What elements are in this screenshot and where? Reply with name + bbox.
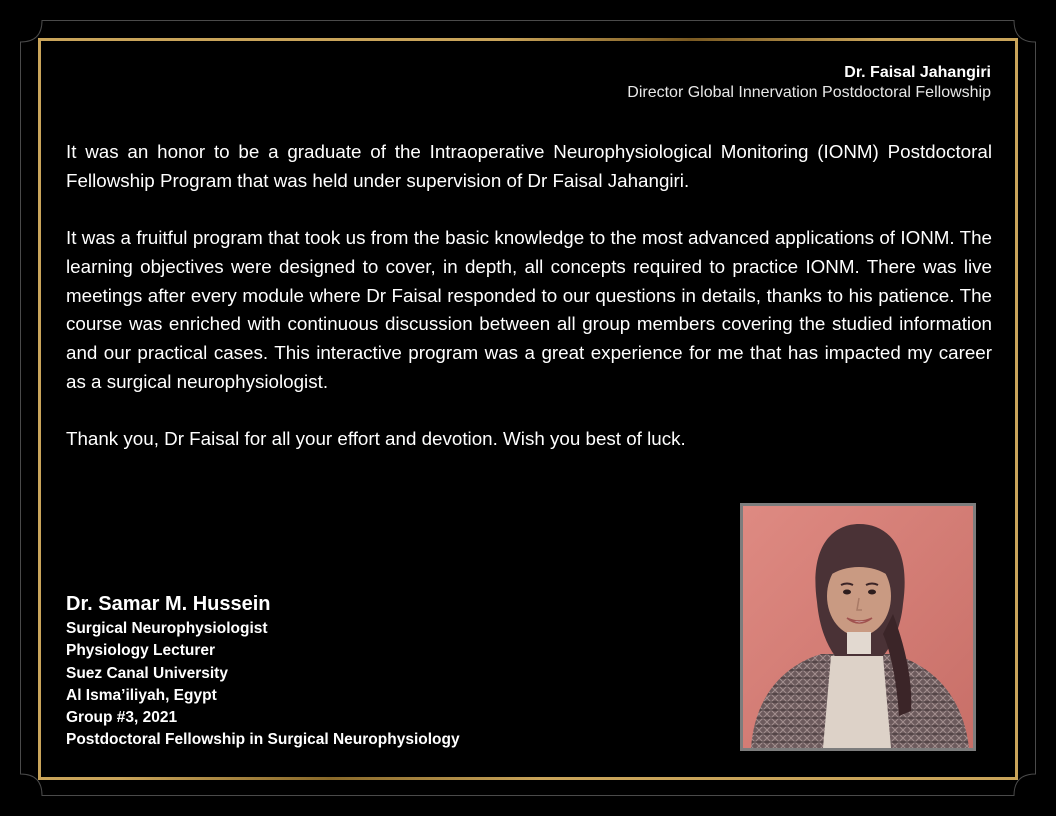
director-title: Director Global Innervation Postdoctoral Fellowship <box>627 84 991 101</box>
frame-shine <box>500 38 880 41</box>
author-group: Group #3, 2021 <box>66 709 178 727</box>
author-portrait-photo <box>740 503 976 751</box>
author-name: Dr. Samar M. Hussein <box>66 593 271 615</box>
author-credentials <box>66 590 460 752</box>
testimonial-paragraph: Thank you, Dr Faisal for all your effort and devotion. Wish you best of luck. <box>66 428 686 449</box>
author-institution: Suez Canal University <box>66 664 228 682</box>
frame-shine <box>120 777 540 780</box>
author-program: Postdoctoral Fellowship in Surgical Neurophysiology <box>66 731 460 749</box>
author-role: Surgical Neurophysiologist <box>66 620 268 637</box>
testimonial-body <box>66 138 992 482</box>
portrait-illustration <box>743 506 973 748</box>
director-name: Dr. Faisal Jahangiri <box>844 64 991 81</box>
testimonial-paragraph: It was a fruitful program that took us from the basic knowledge to the most advanced applications of IONM. The learning objectives were designed to cover, in depth, all concepts required to practice IONM. There was live meetings after every module where Dr Faisal responded to our questions in details, thanks to his patience. The course was enriched with continuous discussion between all group members covering the studied information and our practical cases. This interactive program was a great experience for me that has impacted my career as a surgical neurophysiologist. <box>66 227 992 392</box>
director-block <box>627 63 991 103</box>
author-location: Al Isma’iliyah, Egypt <box>66 686 217 704</box>
author-position: Physiology Lecturer <box>66 642 216 660</box>
testimonial-paragraph: It was an honor to be a graduate of the Intraoperative Neurophysiological Monitoring (IONM) Postdoctoral Fellowship Program that was held under supervision of Dr Faisal Jahangiri. <box>66 141 992 191</box>
